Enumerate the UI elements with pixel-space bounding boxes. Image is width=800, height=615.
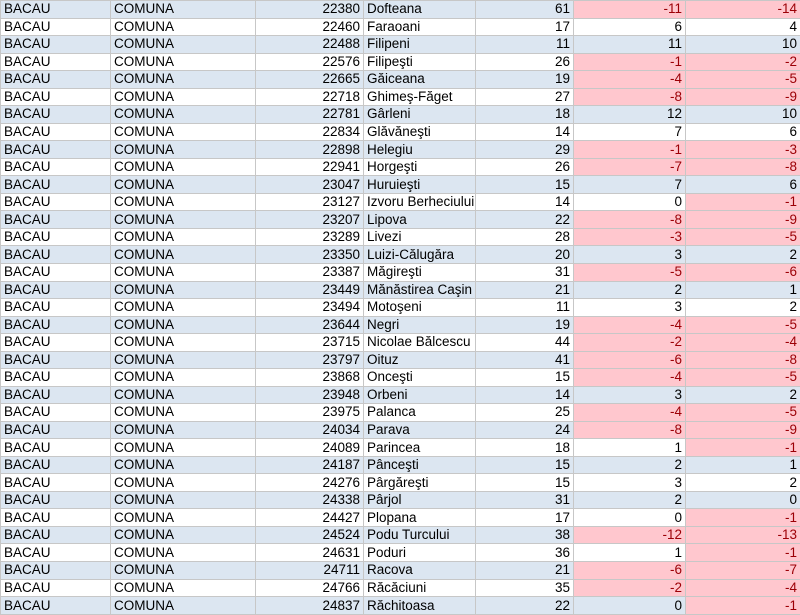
locality-cell[interactable]: Poduri (364, 544, 476, 562)
delta-b-cell[interactable]: -9 (686, 421, 800, 439)
county-cell[interactable]: BACAU (1, 106, 111, 124)
locality-cell[interactable]: Glăvăneşti (364, 123, 476, 141)
delta-b-cell[interactable]: 10 (686, 36, 800, 54)
unit-type-cell[interactable]: COMUNA (111, 334, 256, 352)
delta-a-cell[interactable]: 7 (574, 176, 686, 194)
county-cell[interactable]: BACAU (1, 193, 111, 211)
delta-a-cell[interactable]: 11 (574, 36, 686, 54)
delta-b-cell[interactable]: -5 (686, 228, 800, 246)
count-cell[interactable]: 26 (476, 158, 574, 176)
locality-cell[interactable]: Dofteana (364, 1, 476, 19)
county-cell[interactable]: BACAU (1, 36, 111, 54)
count-cell[interactable]: 15 (476, 176, 574, 194)
siruta-code-cell[interactable]: 22488 (256, 36, 364, 54)
count-cell[interactable]: 35 (476, 579, 574, 597)
table-row (1, 509, 800, 527)
delta-b-cell[interactable]: -5 (686, 404, 800, 422)
delta-a-cell[interactable]: 2 (574, 491, 686, 509)
delta-b-cell[interactable]: -5 (686, 316, 800, 334)
locality-cell[interactable]: Helegiu (364, 141, 476, 159)
table-row (1, 123, 800, 141)
county-cell[interactable]: BACAU (1, 176, 111, 194)
siruta-code-cell[interactable]: 24089 (256, 439, 364, 457)
locality-cell[interactable]: Găiceana (364, 71, 476, 89)
county-cell[interactable]: BACAU (1, 597, 111, 615)
locality-cell[interactable]: Parava (364, 421, 476, 439)
table-row (1, 456, 800, 474)
locality-cell[interactable]: Horgeşti (364, 158, 476, 176)
count-cell[interactable]: 25 (476, 404, 574, 422)
delta-b-cell[interactable]: -5 (686, 71, 800, 89)
siruta-code-cell[interactable]: 23797 (256, 351, 364, 369)
delta-b-cell[interactable]: -5 (686, 369, 800, 387)
siruta-code-cell[interactable]: 24766 (256, 579, 364, 597)
locality-cell[interactable]: Nicolae Bălcescu (364, 334, 476, 352)
delta-b-cell[interactable]: -8 (686, 158, 800, 176)
locality-cell[interactable]: Huruieşti (364, 176, 476, 194)
count-cell[interactable]: 19 (476, 316, 574, 334)
count-cell[interactable]: 27 (476, 88, 574, 106)
delta-a-cell[interactable]: 1 (574, 544, 686, 562)
unit-type-cell[interactable]: COMUNA (111, 579, 256, 597)
delta-a-cell[interactable]: -11 (574, 1, 686, 19)
unit-type-cell[interactable]: COMUNA (111, 509, 256, 527)
count-cell[interactable]: 18 (476, 439, 574, 457)
count-cell[interactable]: 20 (476, 246, 574, 264)
siruta-code-cell[interactable]: 22834 (256, 123, 364, 141)
count-cell[interactable]: 15 (476, 456, 574, 474)
delta-a-cell[interactable]: -4 (574, 316, 686, 334)
table-row (1, 369, 800, 387)
county-cell[interactable]: BACAU (1, 491, 111, 509)
count-cell[interactable]: 17 (476, 18, 574, 36)
locality-cell[interactable]: Motoşeni (364, 299, 476, 317)
count-cell[interactable]: 24 (476, 421, 574, 439)
delta-b-cell[interactable]: 1 (686, 456, 800, 474)
county-cell[interactable]: BACAU (1, 369, 111, 387)
delta-a-cell[interactable]: -4 (574, 404, 686, 422)
count-cell[interactable]: 21 (476, 281, 574, 299)
table-row (1, 106, 800, 124)
county-cell[interactable]: BACAU (1, 263, 111, 281)
spreadsheet-body (1, 1, 800, 615)
count-cell[interactable]: 14 (476, 193, 574, 211)
delta-b-cell[interactable]: -1 (686, 509, 800, 527)
table-row (1, 158, 800, 176)
delta-b-cell[interactable]: 2 (686, 386, 800, 404)
locality-cell[interactable]: Măgireşti (364, 263, 476, 281)
count-cell[interactable]: 14 (476, 386, 574, 404)
locality-cell[interactable]: Izvoru Berheciului (364, 193, 476, 211)
unit-type-cell[interactable]: COMUNA (111, 351, 256, 369)
unit-type-cell[interactable]: COMUNA (111, 1, 256, 19)
county-cell[interactable]: BACAU (1, 386, 111, 404)
unit-type-cell[interactable]: COMUNA (111, 404, 256, 422)
count-cell[interactable]: 14 (476, 123, 574, 141)
locality-cell[interactable]: Filipeni (364, 36, 476, 54)
delta-a-cell[interactable]: 0 (574, 193, 686, 211)
table-row (1, 334, 800, 352)
delta-b-cell[interactable]: -1 (686, 193, 800, 211)
siruta-code-cell[interactable]: 23715 (256, 334, 364, 352)
unit-type-cell[interactable]: COMUNA (111, 176, 256, 194)
delta-a-cell[interactable]: -7 (574, 158, 686, 176)
unit-type-cell[interactable]: COMUNA (111, 597, 256, 615)
siruta-code-cell[interactable]: 24427 (256, 509, 364, 527)
count-cell[interactable]: 31 (476, 491, 574, 509)
county-cell[interactable]: BACAU (1, 158, 111, 176)
unit-type-cell[interactable]: COMUNA (111, 316, 256, 334)
locality-cell[interactable]: Negri (364, 316, 476, 334)
count-cell[interactable]: 31 (476, 263, 574, 281)
unit-type-cell[interactable]: COMUNA (111, 299, 256, 317)
delta-a-cell[interactable]: 3 (574, 246, 686, 264)
county-cell[interactable]: BACAU (1, 439, 111, 457)
table-row (1, 544, 800, 562)
delta-a-cell[interactable]: -1 (574, 53, 686, 71)
delta-b-cell[interactable]: 10 (686, 106, 800, 124)
siruta-code-cell[interactable]: 24338 (256, 491, 364, 509)
siruta-code-cell[interactable]: 22898 (256, 141, 364, 159)
siruta-code-cell[interactable]: 23047 (256, 176, 364, 194)
delta-b-cell[interactable]: 2 (686, 474, 800, 492)
siruta-code-cell[interactable]: 22380 (256, 1, 364, 19)
locality-cell[interactable]: Gârleni (364, 106, 476, 124)
county-cell[interactable]: BACAU (1, 526, 111, 544)
county-cell[interactable]: BACAU (1, 211, 111, 229)
delta-a-cell[interactable]: 0 (574, 509, 686, 527)
unit-type-cell[interactable]: COMUNA (111, 421, 256, 439)
siruta-code-cell[interactable]: 23494 (256, 299, 364, 317)
delta-a-cell[interactable]: 3 (574, 386, 686, 404)
count-cell[interactable]: 44 (476, 334, 574, 352)
table-row (1, 316, 800, 334)
count-cell[interactable]: 17 (476, 509, 574, 527)
delta-b-cell[interactable]: -4 (686, 334, 800, 352)
delta-a-cell[interactable]: -8 (574, 88, 686, 106)
count-cell[interactable]: 19 (476, 71, 574, 89)
count-cell[interactable]: 15 (476, 474, 574, 492)
siruta-code-cell[interactable]: 24837 (256, 597, 364, 615)
locality-cell[interactable]: Pârjol (364, 491, 476, 509)
table-row (1, 299, 800, 317)
count-cell[interactable]: 11 (476, 299, 574, 317)
count-cell[interactable]: 38 (476, 526, 574, 544)
locality-cell[interactable]: Răchitoasa (364, 597, 476, 615)
county-cell[interactable]: BACAU (1, 316, 111, 334)
table-row (1, 491, 800, 509)
delta-a-cell[interactable]: -3 (574, 228, 686, 246)
delta-b-cell[interactable]: -3 (686, 141, 800, 159)
delta-a-cell[interactable]: 3 (574, 299, 686, 317)
count-cell[interactable]: 15 (476, 369, 574, 387)
delta-b-cell[interactable]: 6 (686, 176, 800, 194)
unit-type-cell[interactable]: COMUNA (111, 263, 256, 281)
delta-a-cell[interactable]: -5 (574, 263, 686, 281)
table-row (1, 562, 800, 580)
county-cell[interactable]: BACAU (1, 544, 111, 562)
county-cell[interactable]: BACAU (1, 246, 111, 264)
siruta-code-cell[interactable]: 24187 (256, 456, 364, 474)
county-cell[interactable]: BACAU (1, 53, 111, 71)
unit-type-cell[interactable]: COMUNA (111, 123, 256, 141)
delta-b-cell[interactable]: -9 (686, 88, 800, 106)
unit-type-cell[interactable]: COMUNA (111, 193, 256, 211)
county-cell[interactable]: BACAU (1, 404, 111, 422)
locality-cell[interactable]: Orbeni (364, 386, 476, 404)
delta-b-cell[interactable]: 0 (686, 491, 800, 509)
delta-a-cell[interactable]: -6 (574, 562, 686, 580)
locality-cell[interactable]: Racova (364, 562, 476, 580)
delta-a-cell[interactable]: 0 (574, 597, 686, 615)
locality-cell[interactable]: Livezi (364, 228, 476, 246)
unit-type-cell[interactable]: COMUNA (111, 562, 256, 580)
table-row (1, 246, 800, 264)
unit-type-cell[interactable]: COMUNA (111, 526, 256, 544)
table-row (1, 71, 800, 89)
delta-a-cell[interactable]: -6 (574, 351, 686, 369)
table-row (1, 176, 800, 194)
unit-type-cell[interactable]: COMUNA (111, 456, 256, 474)
delta-a-cell[interactable]: 12 (574, 106, 686, 124)
delta-a-cell[interactable]: -8 (574, 211, 686, 229)
county-cell[interactable]: BACAU (1, 71, 111, 89)
delta-a-cell[interactable]: 6 (574, 18, 686, 36)
county-cell[interactable]: BACAU (1, 421, 111, 439)
county-cell[interactable]: BACAU (1, 18, 111, 36)
siruta-code-cell[interactable]: 22718 (256, 88, 364, 106)
delta-a-cell[interactable]: 2 (574, 456, 686, 474)
siruta-code-cell[interactable]: 22781 (256, 106, 364, 124)
county-cell[interactable]: BACAU (1, 1, 111, 19)
table-row (1, 439, 800, 457)
delta-b-cell[interactable]: 1 (686, 281, 800, 299)
delta-a-cell[interactable]: -2 (574, 334, 686, 352)
unit-type-cell[interactable]: COMUNA (111, 544, 256, 562)
unit-type-cell[interactable]: COMUNA (111, 439, 256, 457)
delta-b-cell[interactable]: -1 (686, 597, 800, 615)
delta-b-cell[interactable]: -1 (686, 544, 800, 562)
delta-b-cell[interactable]: -4 (686, 579, 800, 597)
unit-type-cell[interactable]: COMUNA (111, 228, 256, 246)
count-cell[interactable]: 61 (476, 1, 574, 19)
table-row (1, 386, 800, 404)
delta-a-cell[interactable]: 2 (574, 281, 686, 299)
table-row (1, 211, 800, 229)
table-row (1, 526, 800, 544)
delta-b-cell[interactable]: 4 (686, 18, 800, 36)
unit-type-cell[interactable]: COMUNA (111, 474, 256, 492)
unit-type-cell[interactable]: COMUNA (111, 71, 256, 89)
county-cell[interactable]: BACAU (1, 123, 111, 141)
delta-b-cell[interactable]: -6 (686, 263, 800, 281)
locality-cell[interactable]: Faraoani (364, 18, 476, 36)
delta-a-cell[interactable]: -4 (574, 71, 686, 89)
locality-cell[interactable]: Mănăstirea Caşin (364, 281, 476, 299)
siruta-code-cell[interactable]: 22460 (256, 18, 364, 36)
unit-type-cell[interactable]: COMUNA (111, 158, 256, 176)
count-cell[interactable]: 21 (476, 562, 574, 580)
delta-b-cell[interactable]: 6 (686, 123, 800, 141)
count-cell[interactable]: 41 (476, 351, 574, 369)
siruta-code-cell[interactable]: 22941 (256, 158, 364, 176)
siruta-code-cell[interactable]: 24631 (256, 544, 364, 562)
siruta-code-cell[interactable]: 23449 (256, 281, 364, 299)
county-cell[interactable]: BACAU (1, 456, 111, 474)
table-row (1, 421, 800, 439)
locality-cell[interactable]: Ghimeş-Făget (364, 88, 476, 106)
county-cell[interactable]: BACAU (1, 281, 111, 299)
table-row (1, 263, 800, 281)
table-row (1, 36, 800, 54)
table-row (1, 141, 800, 159)
unit-type-cell[interactable]: COMUNA (111, 246, 256, 264)
count-cell[interactable]: 22 (476, 211, 574, 229)
table-row (1, 597, 800, 615)
county-cell[interactable]: BACAU (1, 562, 111, 580)
table-row (1, 228, 800, 246)
county-cell[interactable]: BACAU (1, 579, 111, 597)
siruta-code-cell[interactable]: 23948 (256, 386, 364, 404)
table-row (1, 193, 800, 211)
delta-a-cell[interactable]: 3 (574, 474, 686, 492)
unit-type-cell[interactable]: COMUNA (111, 281, 256, 299)
delta-b-cell[interactable]: -1 (686, 439, 800, 457)
siruta-code-cell[interactable]: 23350 (256, 246, 364, 264)
siruta-code-cell[interactable]: 23387 (256, 263, 364, 281)
table-row (1, 1, 800, 19)
siruta-code-cell[interactable]: 23207 (256, 211, 364, 229)
count-cell[interactable]: 22 (476, 597, 574, 615)
unit-type-cell[interactable]: COMUNA (111, 36, 256, 54)
siruta-code-cell[interactable]: 23975 (256, 404, 364, 422)
county-cell[interactable]: BACAU (1, 141, 111, 159)
count-cell[interactable]: 29 (476, 141, 574, 159)
unit-type-cell[interactable]: COMUNA (111, 211, 256, 229)
locality-cell[interactable]: Plopana (364, 509, 476, 527)
delta-a-cell[interactable]: 1 (574, 439, 686, 457)
siruta-code-cell[interactable]: 22665 (256, 71, 364, 89)
county-cell[interactable]: BACAU (1, 509, 111, 527)
locality-cell[interactable]: Pânceşti (364, 456, 476, 474)
county-cell[interactable]: BACAU (1, 228, 111, 246)
siruta-code-cell[interactable]: 24034 (256, 421, 364, 439)
county-cell[interactable]: BACAU (1, 351, 111, 369)
locality-cell[interactable]: Palanca (364, 404, 476, 422)
delta-b-cell[interactable]: -2 (686, 53, 800, 71)
county-cell[interactable]: BACAU (1, 474, 111, 492)
unit-type-cell[interactable]: COMUNA (111, 386, 256, 404)
siruta-code-cell[interactable]: 23644 (256, 316, 364, 334)
delta-b-cell[interactable]: 2 (686, 246, 800, 264)
table-row (1, 53, 800, 71)
delta-a-cell[interactable]: -4 (574, 369, 686, 387)
locality-cell[interactable]: Onceşti (364, 369, 476, 387)
delta-b-cell[interactable]: -14 (686, 1, 800, 19)
county-cell[interactable]: BACAU (1, 334, 111, 352)
county-cell[interactable]: BACAU (1, 299, 111, 317)
county-cell[interactable]: BACAU (1, 88, 111, 106)
table-row (1, 404, 800, 422)
unit-type-cell[interactable]: COMUNA (111, 88, 256, 106)
count-cell[interactable]: 18 (476, 106, 574, 124)
delta-a-cell[interactable]: 7 (574, 123, 686, 141)
siruta-code-cell[interactable]: 24276 (256, 474, 364, 492)
unit-type-cell[interactable]: COMUNA (111, 106, 256, 124)
delta-b-cell[interactable]: -8 (686, 351, 800, 369)
table-row (1, 351, 800, 369)
delta-b-cell[interactable]: -7 (686, 562, 800, 580)
siruta-code-cell[interactable]: 24711 (256, 562, 364, 580)
locality-cell[interactable]: Luizi-Călugăra (364, 246, 476, 264)
locality-cell[interactable]: Pârgăreşti (364, 474, 476, 492)
siruta-code-cell[interactable]: 24524 (256, 526, 364, 544)
locality-cell[interactable]: Podu Turcului (364, 526, 476, 544)
locality-cell[interactable]: Filipeşti (364, 53, 476, 71)
unit-type-cell[interactable]: COMUNA (111, 369, 256, 387)
delta-b-cell[interactable]: -9 (686, 211, 800, 229)
table-row (1, 579, 800, 597)
delta-a-cell[interactable]: -2 (574, 579, 686, 597)
siruta-code-cell[interactable]: 23127 (256, 193, 364, 211)
unit-type-cell[interactable]: COMUNA (111, 491, 256, 509)
locality-cell[interactable]: Lipova (364, 211, 476, 229)
unit-type-cell[interactable]: COMUNA (111, 141, 256, 159)
locality-cell[interactable]: Răcăciuni (364, 579, 476, 597)
table-row (1, 281, 800, 299)
count-cell[interactable]: 28 (476, 228, 574, 246)
locality-cell[interactable]: Parincea (364, 439, 476, 457)
unit-type-cell[interactable]: COMUNA (111, 53, 256, 71)
count-cell[interactable]: 11 (476, 36, 574, 54)
siruta-code-cell[interactable]: 23868 (256, 369, 364, 387)
siruta-code-cell[interactable]: 22576 (256, 53, 364, 71)
delta-a-cell[interactable]: -8 (574, 421, 686, 439)
unit-type-cell[interactable]: COMUNA (111, 18, 256, 36)
count-cell[interactable]: 26 (476, 53, 574, 71)
count-cell[interactable]: 36 (476, 544, 574, 562)
table-row (1, 474, 800, 492)
delta-a-cell[interactable]: -1 (574, 141, 686, 159)
siruta-code-cell[interactable]: 23289 (256, 228, 364, 246)
delta-a-cell[interactable]: -12 (574, 526, 686, 544)
delta-b-cell[interactable]: -13 (686, 526, 800, 544)
table-row (1, 88, 800, 106)
delta-b-cell[interactable]: 2 (686, 299, 800, 317)
locality-cell[interactable]: Oituz (364, 351, 476, 369)
table-row (1, 18, 800, 36)
